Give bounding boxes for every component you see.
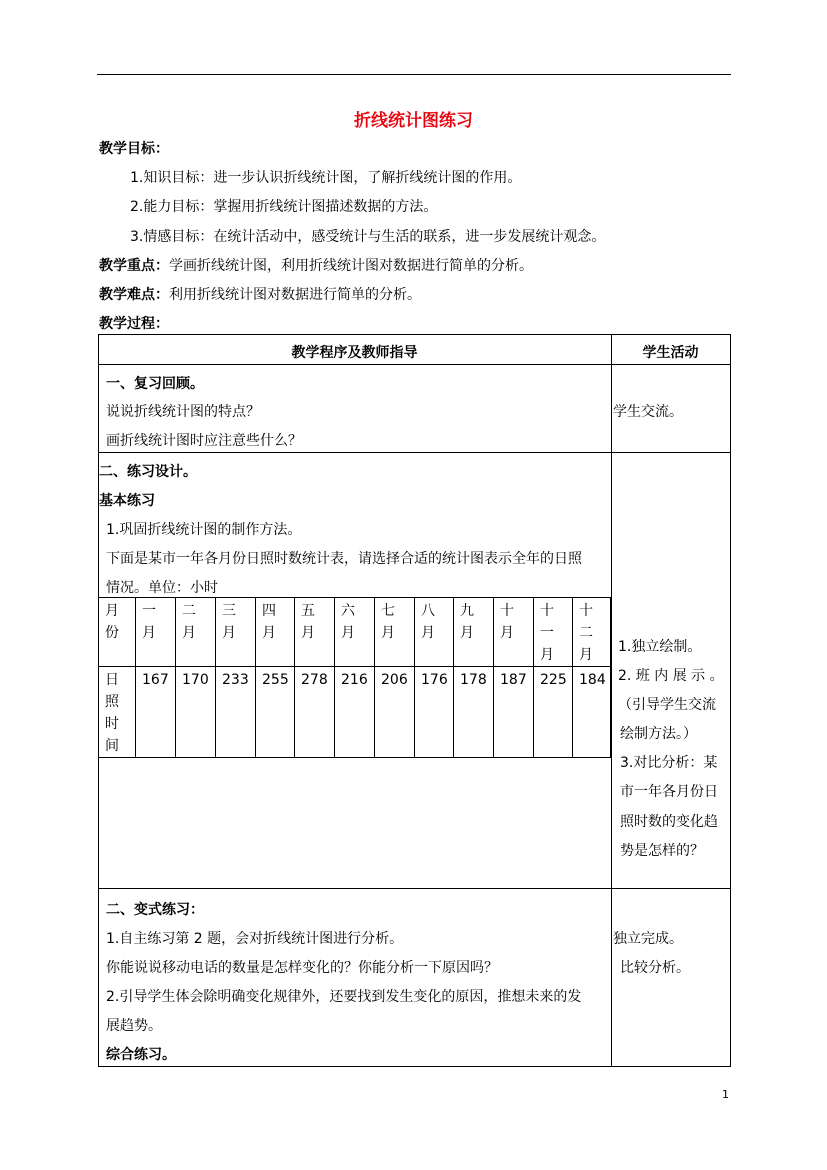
key-point [99,255,533,275]
month-cell: 二 月 [176,598,216,667]
month-cell: 七 月 [375,598,415,667]
month-cell: 四 月 [256,598,295,667]
month-cell: 十 一 月 [534,598,573,667]
value-cell: 187 [494,667,534,758]
section1-line: 说说折线统计图的特点？ [106,404,260,420]
difficulty-label: 教学难点： [99,287,169,303]
difficulty-text: 利用折线统计图对数据进行简单的分析。 [169,287,421,303]
value-cell: 216 [335,667,375,758]
section1-activity: 学生交流。 [613,404,683,420]
value-cell: 233 [216,667,256,758]
month-cell: 六 月 [335,598,375,667]
section3-title: 二、变式练习： [106,902,204,918]
section2-line: 1.巩固折线统计图的制作方法。 [106,522,302,538]
table-header-divider [98,364,731,365]
month-cell: 九 月 [454,598,494,667]
section3-activity: 比较分析。 [620,960,690,976]
section3-activity: 独立完成。 [613,931,683,947]
month-cell: 十 二 月 [573,598,611,667]
goal-emotion: 3.情感目标：在统计活动中，感受统计与生活的联系，进一步发展统计观念。 [130,229,606,245]
value-cell: 176 [415,667,454,758]
section2-activity: 2. 班 内 展 示 。 [618,668,724,684]
section2-activity: 绘制方法。） [620,726,697,742]
section2-line: 情况。单位：小时 [106,580,218,596]
difficulty [99,284,421,304]
value-row [99,667,611,758]
section2-activity: 势是怎样的？ [620,843,704,859]
value-cell: 167 [136,667,176,758]
month-cell: 一 月 [136,598,176,667]
value-cell: 255 [256,667,295,758]
page-number: 1 [722,1088,729,1101]
month-header-cell: 月 份 [99,598,136,667]
month-row [99,598,611,667]
goals-heading: 教学目标： [99,141,169,157]
section2-activity: 1.独立绘制。 [618,639,702,655]
page-title: 折线统计图练习 [354,111,473,131]
table-column-divider [611,334,612,1067]
section3-line: 1.自主练习第 2 题，会对折线统计图进行分析。 [106,931,404,947]
value-cell: 178 [454,667,494,758]
section3-line: 2.引导学生体会除明确变化规律外，还要找到发生变化的原因，推想未来的发 [106,989,582,1005]
section2-line: 下面是某市一年各月份日照时数统计表，请选择合适的统计图表示全年的日照 [106,551,582,567]
goal-ability: 2.能力目标：掌握用折线统计图描述数据的方法。 [130,199,438,215]
month-cell: 八 月 [415,598,454,667]
process-heading: 教学过程： [99,316,169,332]
month-cell: 十 月 [494,598,534,667]
sunshine-table [98,597,611,758]
header-activity: 学生活动 [642,345,699,361]
section2-activity: 3.对比分析：某 [620,755,718,771]
section2-activity: 市一年各月份日 [620,784,718,800]
month-cell: 五 月 [295,598,335,667]
value-cell: 184 [573,667,611,758]
section3-footer: 综合练习。 [106,1047,176,1063]
value-cell: 170 [176,667,216,758]
value-header-cell: 日 照 时 间 [99,667,136,758]
section2-divider [98,888,731,889]
section3-line: 你能说说移动电话的数量是怎样变化的？你能分析一下原因吗？ [106,960,498,976]
value-cell: 225 [534,667,573,758]
table-border-top [98,334,731,335]
section2-activity: 照时数的变化趋 [620,814,718,830]
key-point-label: 教学重点： [99,258,169,274]
goal-knowledge: 1.知识目标：进一步认识折线统计图，了解折线统计图的作用。 [130,170,522,186]
section2-activity: （引导学生交流 [618,697,716,713]
header-guidance: 教学程序及教师指导 [291,345,418,361]
section2-title: 二、练习设计。 [99,464,197,480]
section1-divider [98,452,731,453]
table-border-right [730,334,731,1067]
header-rule [97,74,731,75]
value-cell: 206 [375,667,415,758]
section1-line: 画折线统计图时应注意些什么？ [106,433,302,449]
section1-title: 一、复习回顾。 [106,376,204,392]
value-cell: 278 [295,667,335,758]
key-point-text: 学画折线统计图，利用折线统计图对数据进行简单的分析。 [169,258,533,274]
section3-line: 展趋势。 [106,1018,162,1034]
table-border-bottom [98,1066,731,1067]
section2-subtitle: 基本练习 [99,493,155,509]
month-cell: 三 月 [216,598,256,667]
